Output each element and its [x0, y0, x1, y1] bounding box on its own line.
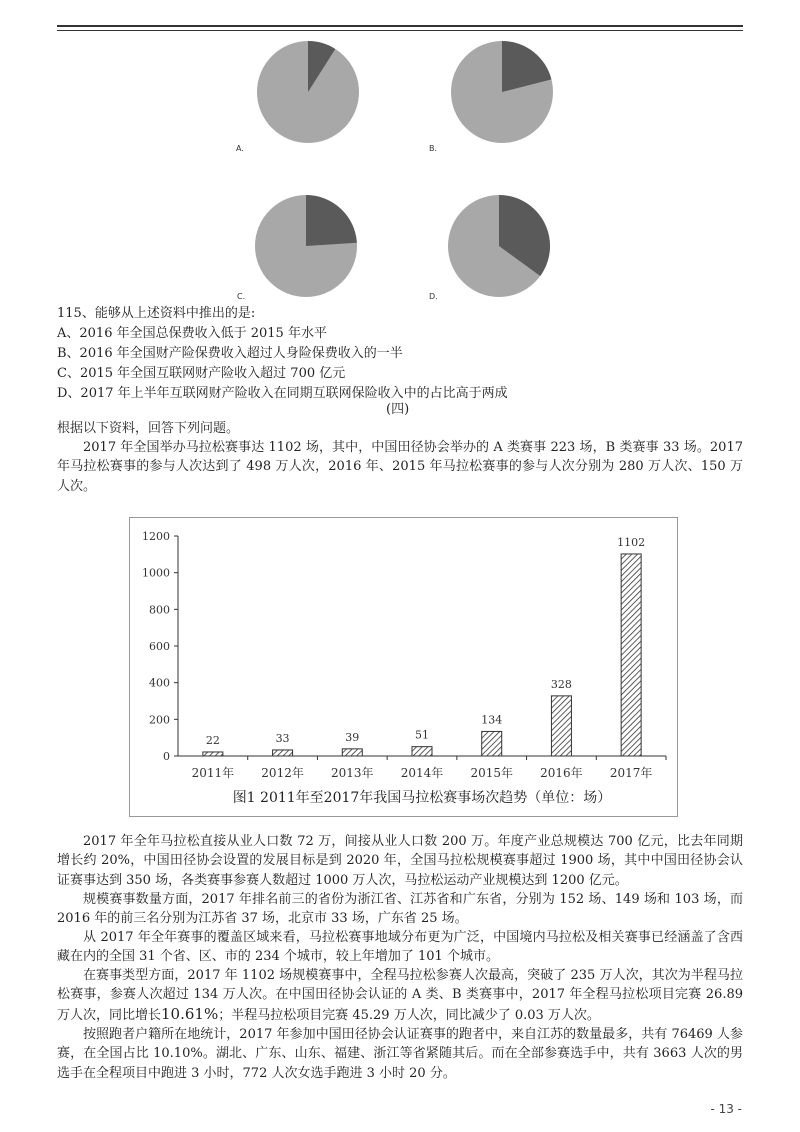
x-tick-label: 2015年	[470, 766, 513, 780]
y-tick-label: 400	[149, 676, 170, 690]
section-intro: 根据以下资料，回答下列问题。	[57, 421, 240, 436]
pie-b-svg	[450, 40, 554, 144]
chart-title: 图1 2011年至2017年我国马拉松赛事场次趋势（单位：场）	[232, 790, 612, 806]
pie-chart-d	[447, 194, 551, 302]
header-rule-thin	[57, 30, 743, 31]
paragraph-4: 从 2017 年全年赛事的覆盖区域来看，马拉松赛事地域分布更为广泛，中国境内马拉松及相关赛事已经涵盖了含西藏在内的全国 31 个省、区、市的 234 个城市，较上年增加了 101 个城市。	[57, 930, 743, 965]
data-label: 1102	[617, 535, 646, 549]
y-tick-label: 600	[149, 640, 170, 653]
pie-d-label: D.	[429, 292, 438, 301]
growth-percent: 10.61%	[161, 1004, 219, 1023]
bar-chart-frame	[129, 517, 678, 817]
header-rule-thick	[57, 25, 743, 27]
option-c: C、2015 年全国互联网财产险收入超过 700 亿元	[57, 366, 346, 381]
x-tick-label: 2011年	[191, 766, 235, 780]
x-tick-label: 2016年	[540, 766, 583, 780]
data-label: 33	[275, 731, 290, 745]
pie-dark-slice	[306, 195, 357, 246]
question-stem: 115、能够从上述资料中推出的是:	[57, 306, 256, 321]
paragraph-3: 规模赛事数量方面，2017 年排名前三的省份为浙江省、江苏省和广东省，分别为 152 场、149 场和 103 场，而 2016 年的前三名分别为江苏省 37 场，北京市 33 场，广东省 25 场。	[57, 892, 743, 927]
y-tick-label: 200	[149, 713, 170, 727]
x-tick-label: 2012年	[261, 766, 304, 780]
x-tick-label: 2013年	[331, 766, 374, 780]
paragraph-5-part-1: 在赛事类型方面，2017 年 1102 场规模赛事中，全程马拉松参赛人次最高，突破了 235 万人次，其次为半程马拉松赛事，参赛人次超过 134 万人次。在中国田径协会认证的 A 类、B 类赛事中，2017 年全程马拉松项目完赛 26.89 万人次，同比增长	[57, 968, 743, 1023]
paragraph-5	[57, 966, 743, 1025]
paragraph-5-part-2: ；半程马拉松项目完赛 45.29 万人次，同比减少了 0.03 万人次。	[218, 1007, 600, 1023]
pie-b-label: B.	[429, 144, 438, 153]
pie-a-svg	[256, 40, 360, 144]
bar	[551, 696, 571, 756]
x-tick-label: 2014年	[400, 766, 444, 780]
y-tick-label: 800	[149, 603, 170, 617]
bar	[621, 554, 641, 756]
paragraph-6: 按照跑者户籍所在地统计，2017 年参加中国田径协会认证赛事的跑者中，来自江苏的数量最多，共有 76469 人参赛，在全国占比 10.10%。湖北、广东、山东、福建、浙江等省紧随其后。而在全部参赛选手中，共有 3663 人次的男选手在全程项目中跑进 3 小时，772 人次女选手跑进 3 小时 20 分。	[57, 1027, 743, 1081]
y-tick-label: 1000	[142, 566, 170, 580]
option-d: D、2017 年上半年互联网财产险收入在同期互联网保险收入中的占比高于两成	[57, 386, 508, 401]
pie-d-svg	[447, 194, 551, 298]
data-label: 51	[415, 728, 429, 742]
option-a: A、2016 年全国总保费收入低于 2015 年水平	[57, 326, 327, 341]
data-label: 134	[481, 713, 503, 727]
bar	[342, 749, 362, 756]
option-b: B、2016 年全国财产险保费收入超过人身险保费收入的一半	[57, 346, 403, 361]
section-title: (四)	[386, 402, 410, 417]
y-tick-label: 1200	[142, 530, 170, 543]
pie-c-label: C.	[237, 292, 246, 301]
page-number: - 13 -	[710, 1102, 742, 1116]
pie-chart-b	[450, 40, 554, 148]
bar	[412, 747, 432, 756]
paragraph-2: 2017 年全年马拉松直接从业人口数 72 万，间接从业人口数 200 万。年度产业总规模达 700 亿元，比去年同期增长约 20%，中国田径协会设置的发展目标是到 2020 年，全国马拉松规模赛事超过 1900 场，其中中国田径协会认证赛事达到 350 场，各类赛事参赛人数超过 1000 万人次，马拉松运动产业规模达到 1200 亿元。	[57, 834, 743, 888]
y-tick-label: 0	[163, 750, 170, 763]
bar	[273, 750, 293, 756]
paragraph-1: 2017 年全国举办马拉松赛事达 1102 场，其中，中国田径协会举办的 A 类赛事 223 场，B 类赛事 33 场。2017 年马拉松赛事的参与人次达到了 498 万人次，2016 年、2015 年马拉松赛事的参与人次分别为 280 万人次、150 万人次。	[57, 440, 743, 494]
pie-chart-a	[256, 40, 360, 148]
bar	[482, 731, 502, 756]
pie-chart-c	[254, 194, 358, 302]
pie-a-label: A.	[236, 144, 244, 153]
data-label: 22	[205, 733, 220, 747]
pie-c-svg	[254, 194, 358, 298]
x-tick-label: 2017年	[609, 766, 653, 780]
data-label: 328	[550, 677, 572, 691]
bar	[203, 752, 223, 756]
bar-chart	[130, 518, 677, 816]
data-label: 39	[345, 730, 360, 744]
